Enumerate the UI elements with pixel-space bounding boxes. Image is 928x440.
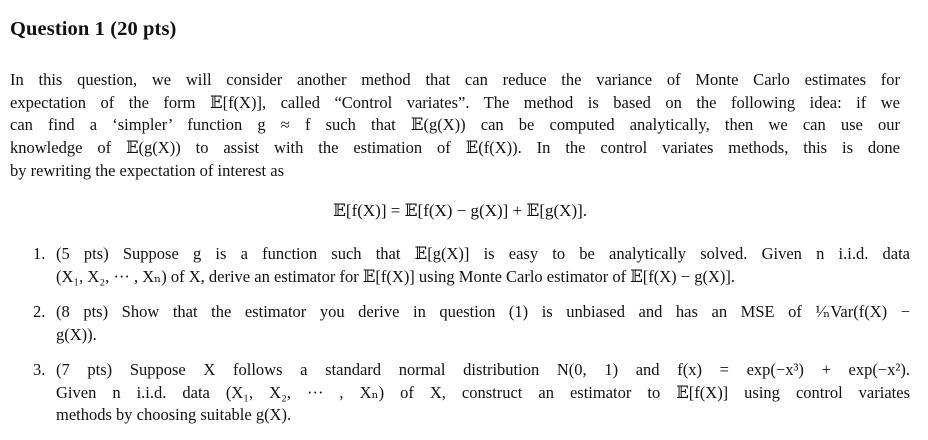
intro-line: expectation of the form 𝔼[f(X)], called “Control variates”. The method is based on the following idea: if we xyxy=(10,92,900,112)
item-line: g(X)). xyxy=(56,324,97,344)
question-item-3 xyxy=(10,359,910,427)
question-item-2 xyxy=(10,301,910,346)
display-equation: 𝔼[f(X)] = 𝔼[f(X) − g(X)] + 𝔼[g(X)]. xyxy=(332,201,588,220)
item-line: (X₁, X₂, ··· , Xₙ) of X, derive an estimator for 𝔼[f(X)] using Monte Carlo estimator of 𝔼[f(X) − g(X)]. xyxy=(56,266,735,286)
item-line: (8 pts) Show that the estimator you derive in question (1) is unbiased and has an MSE of ¹⁄ₙVar(f(X) − xyxy=(56,302,910,321)
item-line: Given n i.i.d. data (X₁, X₂, ··· , Xₙ) of X, construct an estimator to 𝔼[f(X)] using control variates xyxy=(56,382,910,402)
question-items xyxy=(10,243,910,440)
item-line: methods by choosing suitable g(X). xyxy=(56,405,292,424)
item-number: 2. xyxy=(33,302,46,321)
intro-line: can find a ‘simpler’ function g ≈ f such that 𝔼(g(X)) can be computed analytically, then we can use our xyxy=(10,115,900,135)
item-number: 3. xyxy=(33,360,46,379)
item-number: 1. xyxy=(33,244,46,263)
item-line: (5 pts) Suppose g is a function such that 𝔼[g(X)] is easy to be analytically solved. Given n i.i.d. data xyxy=(56,244,910,263)
question-title: Question 1 (20 pts) xyxy=(10,18,177,40)
intro-paragraph xyxy=(10,69,900,183)
intro-line: knowledge of 𝔼(g(X)) to assist with the estimation of 𝔼(f(X)). In the control variates methods, this is done xyxy=(10,138,900,158)
intro-line: by rewriting the expectation of interest as xyxy=(10,160,284,180)
intro-line: In this question, we will consider another method that can reduce the variance of Monte Carlo estimates for xyxy=(10,70,900,89)
item-line: (7 pts) Suppose X follows a standard normal distribution N(0, 1) and f(x) = exp(−x³) + exp(−x²). xyxy=(56,360,910,379)
question-item-1 xyxy=(10,243,910,288)
